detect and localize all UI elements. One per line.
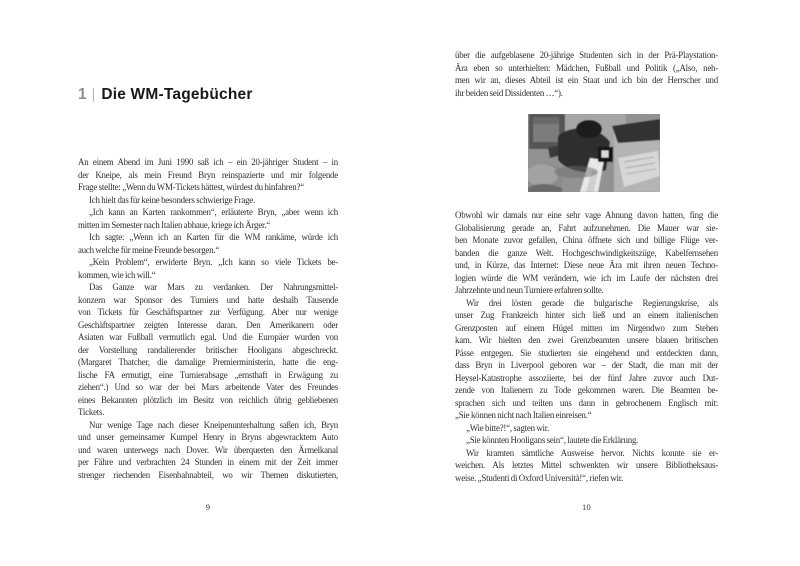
text-line: Jahrzehnte und neun Turniere erfahren sollte. bbox=[455, 285, 604, 295]
text-line: Tickets. bbox=[78, 407, 105, 417]
text-line: „Ich kann an Karten rankommen“, erläuterte Bryn, „aber wenn ich bbox=[89, 207, 338, 217]
page-number-left: 9 bbox=[205, 502, 211, 512]
text-line: eines Bekannten plötzlich im Besitz von reichlich übrig gebliebenen bbox=[78, 394, 338, 405]
text-line: Das Ganze war Mars zu verdanken. Der Nahrungsmittel- bbox=[89, 282, 338, 292]
text-line: men wir an, dieses Abteil ist ein Staat und ich bin der Herrscher und bbox=[455, 75, 718, 85]
text-line: unser Zug Frankreich hinter sich ließ und an einem italienischen bbox=[455, 310, 718, 320]
text-line: zende von Italienern zu Tode gekommen waren. Die Beamten be- bbox=[455, 385, 718, 395]
text-line: logien würde die WM verändern, wie ich im Laufe der nächsten drei bbox=[455, 272, 718, 283]
text-line: dass Bryn in Liverpool geboren war – der Stadt, die man mit der bbox=[455, 360, 718, 370]
text-line: Ich hielt das für keine besonders schwierige Frage. bbox=[89, 194, 256, 205]
text-line: Asiaten war Fußball vermutlich egal. Und die Europäer wurden von bbox=[78, 332, 338, 342]
text-line: der Vorstellung randalierender britischer Hooligans abgeschreckt. bbox=[78, 344, 338, 355]
text-line: auch welche für meine Freunde besorgen.“ bbox=[78, 244, 220, 255]
text-line: Wir drei lösten gerade die bulgarische Regierungskrise, als bbox=[466, 297, 718, 308]
text-line: weise. „Studenti di Oxford Università!“, riefen wir. bbox=[455, 472, 623, 483]
text-line: An einem Abend im Juni 1990 saß ich – ein 20-jähriger Student – in bbox=[78, 157, 338, 167]
text-line: Geschäftspartner zeigten Interesse daran. Den Amerikanern oder bbox=[78, 319, 338, 330]
text-line: Heysel-Katastrophe assoziierte, bei der fünf Jahre zuvor auch Dut- bbox=[455, 372, 718, 383]
left-page-text bbox=[78, 156, 338, 481]
text-line: „Wie bitte?!“, sagten wir. bbox=[466, 422, 550, 433]
left-page bbox=[78, 0, 338, 566]
text-line: lische FA ermutigt, eine Turnierabsage „ernsthaft in Erwägung zu bbox=[78, 369, 338, 380]
right-page-text-top bbox=[455, 49, 718, 99]
text-line: Globalisierung gerade an, Fahrt aufzunehmen. Die Mauer war sie- bbox=[455, 222, 718, 233]
text-line: (Margaret Thatcher, die damalige Premierministerin, hatte die eng- bbox=[78, 357, 338, 367]
text-line: und waren unterwegs nach Dover. Wir überquerten den Ärmelkanal bbox=[78, 444, 338, 455]
page-number-right: 10 bbox=[581, 502, 592, 512]
text-line: konzern war Sponsor des Turniers und hatte deshalb Tausende bbox=[78, 294, 338, 305]
text-line: ihr beiden seid Dissidenten …“). bbox=[455, 87, 563, 98]
text-line: über die aufgeblasene 20-jährige Studenten sich in der Prä-Playstation- bbox=[455, 50, 718, 60]
text-line: Pässe entgegen. Sie studierten sie eingehend und entdeckten dann, bbox=[455, 347, 718, 358]
text-line: „Sie können nicht nach Italien einreisen.“ bbox=[455, 410, 592, 420]
text-line: und unser gemeinsamer Kumpel Henry in Bryns abgewracktem Auto bbox=[78, 432, 338, 442]
text-line: Obwohl wir damals nur eine sehr vage Ahnung davon hatten, fing die bbox=[455, 210, 718, 220]
text-line: Wir kramten sämtliche Ausweise hervor. Nichts konnte sie er- bbox=[466, 447, 718, 458]
text-line: ben Monate zuvor gefallen, China öffnete sich und billige Flüge ver- bbox=[455, 235, 718, 245]
text-line: Nur wenige Tage nach dieser Kneipenunterhaltung saßen ich, Bryn bbox=[89, 419, 338, 430]
train-compartment-photo-art bbox=[528, 114, 660, 192]
chapter-number: 1 bbox=[78, 86, 87, 103]
text-line: kommen, wie ich will.“ bbox=[78, 269, 156, 280]
right-page-text-bottom bbox=[455, 209, 718, 484]
right-page bbox=[455, 0, 718, 566]
text-line: „Sie könnten Hooligans sein“, lautete die Erklärung. bbox=[466, 435, 639, 445]
text-line: Grenzposten auf einem Hügel mitten im Nirgendwo zum Stehen bbox=[455, 322, 718, 333]
train-compartment-photo bbox=[528, 114, 660, 192]
text-line: weichen. Als letztes Mittel schwenkten wir unsere Bibliotheksaus- bbox=[455, 460, 718, 470]
text-line: strenger riechenden Eisenbahnabteil, wo wir Themen diskutierten, bbox=[78, 469, 338, 480]
text-line: mitten im Semester nach Italien abhaue, kriege ich Ärger.“ bbox=[78, 219, 270, 230]
chapter-title: Die WM-Tagebücher bbox=[101, 86, 253, 103]
text-line: ziehen“.) Und so war der bei Mars arbeitende Vater des Freundes bbox=[78, 382, 338, 392]
text-line: kam. Wir hielten den zwei Grenzbeamten unsere blauen britischen bbox=[455, 335, 718, 345]
chapter-divider-bar bbox=[93, 88, 95, 102]
text-line: von Tickets für Geschäftspartner zur Verfügung. Aber nur wenige bbox=[78, 307, 338, 317]
text-line: Frage stellte: „Wenn du WM-Tickets hättest, würdest du hinfahren?“ bbox=[78, 182, 304, 192]
text-line: per Fähre und verbrachten 24 Stunden in einem mit der Zeit immer bbox=[78, 457, 338, 467]
chapter-heading bbox=[78, 86, 338, 104]
text-line: banden die ganze Welt. Hochgeschwindigkeitszüge, Kabelfernsehen bbox=[455, 247, 718, 258]
text-line: sprachen sich und teilten uns dann in gebrochenem Englisch mit: bbox=[455, 397, 718, 408]
text-line: „Kein Problem“, erwiderte Bryn. „Ich kann so viele Tickets be- bbox=[89, 257, 338, 267]
text-line: Ära eben so unterhielten: Mädchen, Fußball und Politik („Also, neh- bbox=[455, 62, 718, 73]
text-line: und, in Kürze, das Internet: Diese neue Ära mit ihren neuen Techno- bbox=[455, 260, 718, 270]
text-line: Ich sagte: „Wenn ich an Karten für die WM rankäme, würde ich bbox=[89, 232, 338, 242]
text-line: der Kneipe, als mein Freund Bryn reinspazierte und mir folgende bbox=[78, 169, 338, 180]
